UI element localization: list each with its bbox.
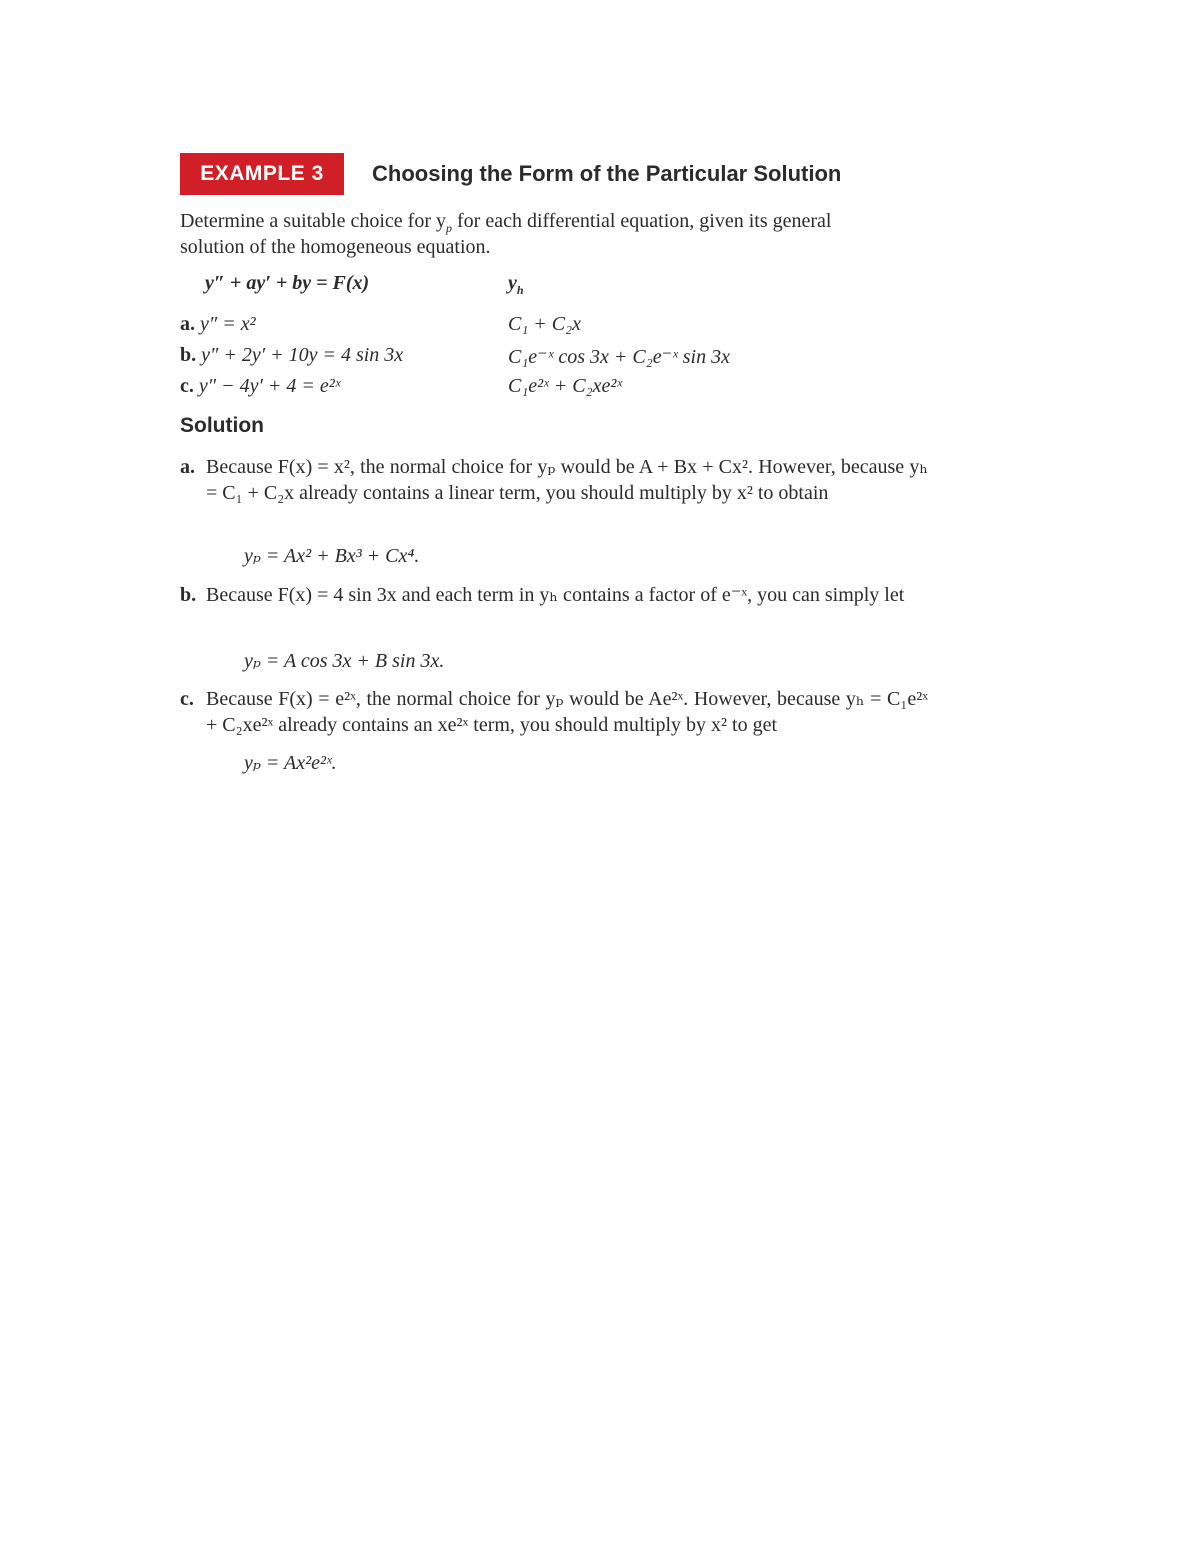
intro-paragraph — [180, 208, 930, 260]
part-text: Because F(x) = 4 sin 3x and each term in yₕ contains a factor of e⁻ˣ, you can simply let — [206, 584, 905, 606]
part-text: Because F(x) = x², the normal choice for yₚ would be A + Bx + Cx². However, because yₕ = C₁ + C₂x already contains a linear term, you should multiply by x² to obtain — [206, 456, 928, 504]
row-equation: y″ = x² — [200, 313, 256, 335]
example-header — [180, 152, 841, 196]
intro-text-3: solution of the homogeneous equation. — [180, 236, 491, 258]
table-header-h-text: y — [508, 272, 517, 294]
table-header-h-sub: h — [516, 283, 524, 297]
table-header-homogeneous — [508, 272, 524, 295]
solution-a-result: yₚ = Ax² + Bx³ + Cx⁴. — [244, 545, 420, 567]
part-text: Because F(x) = e²ˣ, the normal choice for yₚ would be Ae²ˣ. However, because yₕ = C₁e²ˣ + C₂xe²ˣ already contains an xe²ˣ term, you should multiply by x² to get — [206, 688, 928, 736]
intro-text-2: for each differential equation, given its general — [452, 210, 832, 232]
example-badge: EXAMPLE 3 — [180, 153, 344, 195]
table-header-equation: y″ + ay′ + by = F(x) — [205, 272, 370, 294]
intro-sub: p — [446, 221, 452, 235]
row-equation: y″ + 2y′ + 10y = 4 sin 3x — [201, 344, 404, 366]
part-label: c. — [180, 688, 194, 710]
part-label: b. — [180, 584, 197, 606]
table-row-b-equation — [180, 344, 403, 367]
solution-c-result: yₚ = Ax²e²ˣ. — [244, 752, 337, 774]
solution-heading: Solution — [180, 414, 264, 437]
row-equation: y″ − 4y′ + 4 = e²ˣ — [198, 375, 341, 397]
intro-text-1: Determine a suitable choice for y — [180, 210, 446, 232]
row-label: b. — [180, 344, 197, 366]
solution-b-result: yₚ = A cos 3x + B sin 3x. — [244, 650, 445, 672]
solution-part-c — [180, 686, 928, 738]
solution-part-b — [180, 582, 928, 608]
solution-part-a — [180, 454, 928, 506]
part-label: a. — [180, 456, 195, 478]
table-row-a-equation — [180, 313, 256, 336]
row-label: c. — [180, 375, 194, 397]
table-row-c-equation — [180, 375, 340, 398]
table-row-a-homogeneous: C₁ + C₂x — [508, 313, 581, 335]
row-label: a. — [180, 313, 195, 335]
example-title: Choosing the Form of the Particular Solution — [372, 161, 842, 186]
table-row-c-homogeneous: C₁e²ˣ + C₂xe²ˣ — [508, 375, 622, 397]
table-row-b-homogeneous: C₁e⁻ˣ cos 3x + C₂e⁻ˣ sin 3x — [508, 346, 730, 368]
